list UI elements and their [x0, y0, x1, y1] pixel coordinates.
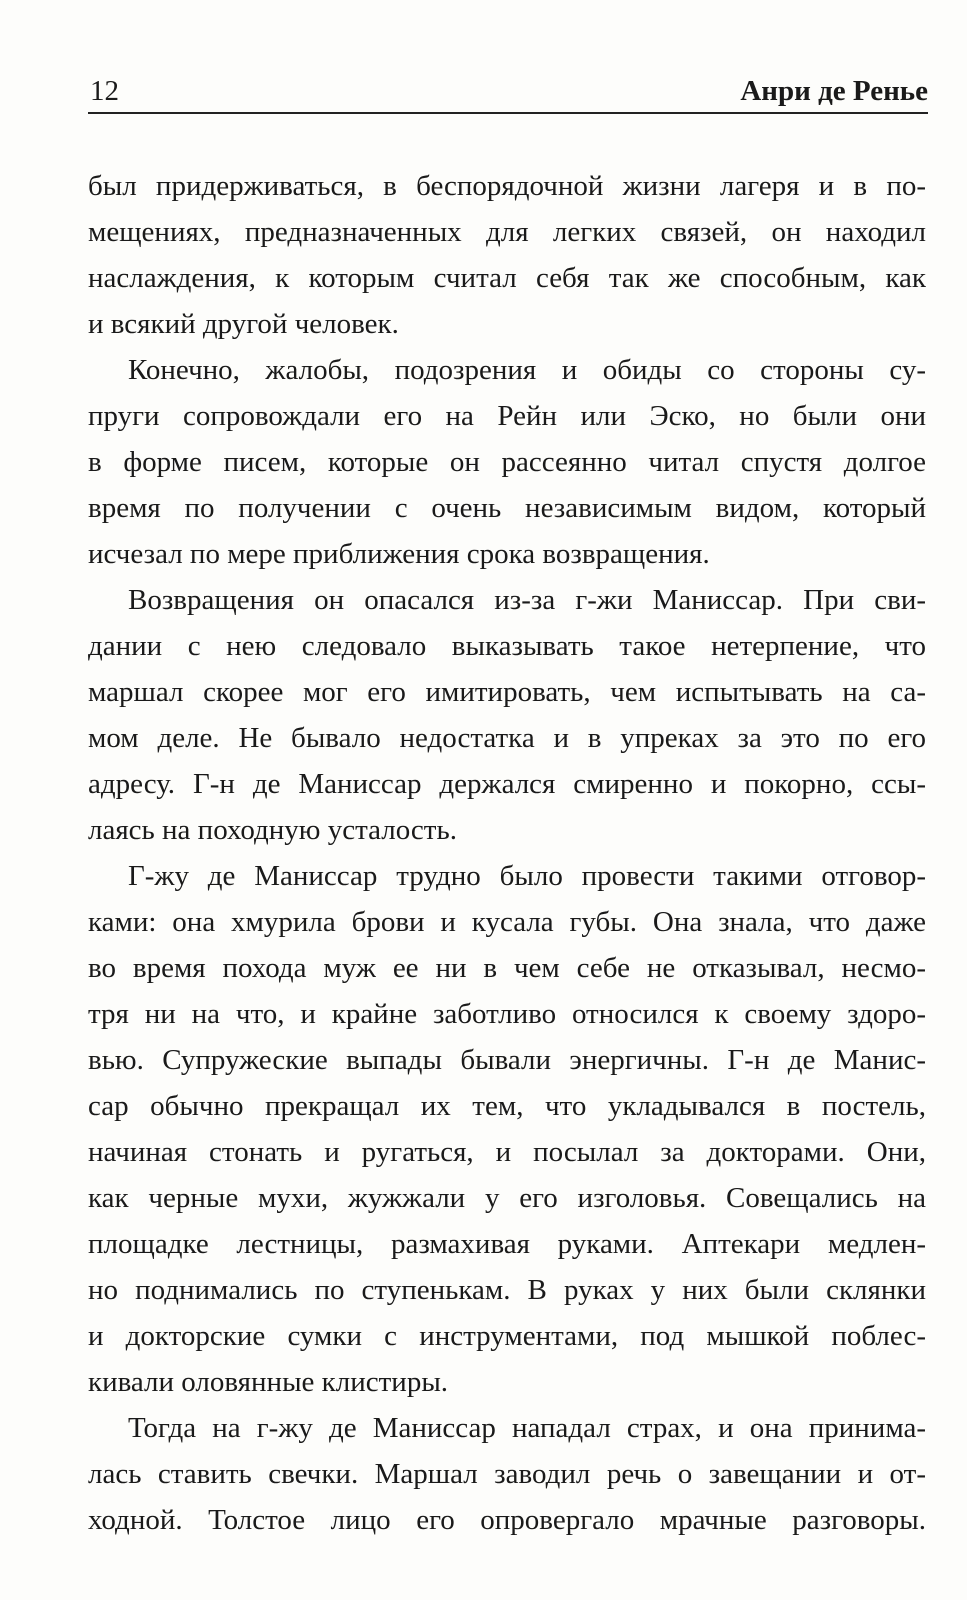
text-line: и всякий другой человек. [88, 308, 399, 340]
text-line: площадке лестницы, размахивая руками. Аптекари медлен- [88, 1228, 926, 1260]
text-line: ходной. Толстое лицо его опровергало мрачные разговоры. [88, 1504, 926, 1536]
text-line: маршал скорее мог его имитировать, чем испытывать на са- [88, 676, 926, 708]
text-line: но поднимались по ступенькам. В руках у них были склянки [88, 1274, 926, 1306]
text-line: как черные мухи, жужжали у его изголовья. Совещались на [88, 1182, 926, 1214]
text-line: Г-жу де Маниссар трудно было провести такими отговор- [128, 860, 926, 892]
text-line: тря ни на что, и крайне заботливо относился к своему здоро- [88, 998, 926, 1030]
text-line: начиная стонать и ругаться, и посылал за докторами. Они, [88, 1136, 926, 1168]
page-number: 12 [90, 75, 119, 107]
text-line: мещениях, предназначенных для легких связей, он находил [88, 216, 926, 248]
text-line: сар обычно прекращал их тем, что укладывался в постель, [88, 1090, 926, 1122]
text-line: адресу. Г-н де Маниссар держался смиренно и покорно, ссы- [88, 768, 926, 800]
running-title: Анри де Ренье [740, 75, 928, 107]
text-line: был придерживаться, в беспорядочной жизни лагеря и в по- [88, 170, 926, 202]
text-line: вью. Супружеские выпады бывали энергичны. Г-н де Манис- [88, 1044, 926, 1076]
text-line: Конечно, жалобы, подозрения и обиды со стороны су- [128, 354, 926, 386]
text-line: кивали оловянные клистиры. [88, 1366, 449, 1398]
text-line: лась ставить свечки. Маршал заводил речь о завещании и от- [88, 1458, 926, 1490]
text-line: в форме писем, которые он рассеянно читал спустя долгое [88, 446, 926, 478]
text-line: наслаждения, к которым считал себя так же способным, как [88, 262, 926, 294]
text-line: пруги сопровождали его на Рейн или Эско, но были они [88, 400, 926, 432]
text-line: Тогда на г-жу де Маниссар нападал страх, и она принима- [128, 1412, 926, 1444]
text-line: время по получении с очень независимым видом, который [88, 492, 926, 524]
text-line: исчезал по мере приближения срока возвращения. [88, 538, 710, 570]
text-line: во время похода муж ее ни в чем себе не отказывал, несмо- [88, 952, 926, 984]
text-line: дании с нею следовало выказывать такое нетерпение, что [88, 630, 926, 662]
text-line: мом деле. Не бывало недостатка и в упреках за это по его [88, 722, 926, 754]
page-header [88, 72, 928, 114]
body-text [88, 163, 926, 1543]
text-line: Возвращения он опасался из-за г-жи Маниссар. При сви- [128, 584, 926, 616]
text-line: ками: она хмурила брови и кусала губы. Она знала, что даже [88, 906, 926, 938]
text-line: лаясь на походную усталость. [88, 814, 457, 846]
text-line: и докторские сумки с инструментами, под мышкой поблес- [88, 1320, 926, 1352]
